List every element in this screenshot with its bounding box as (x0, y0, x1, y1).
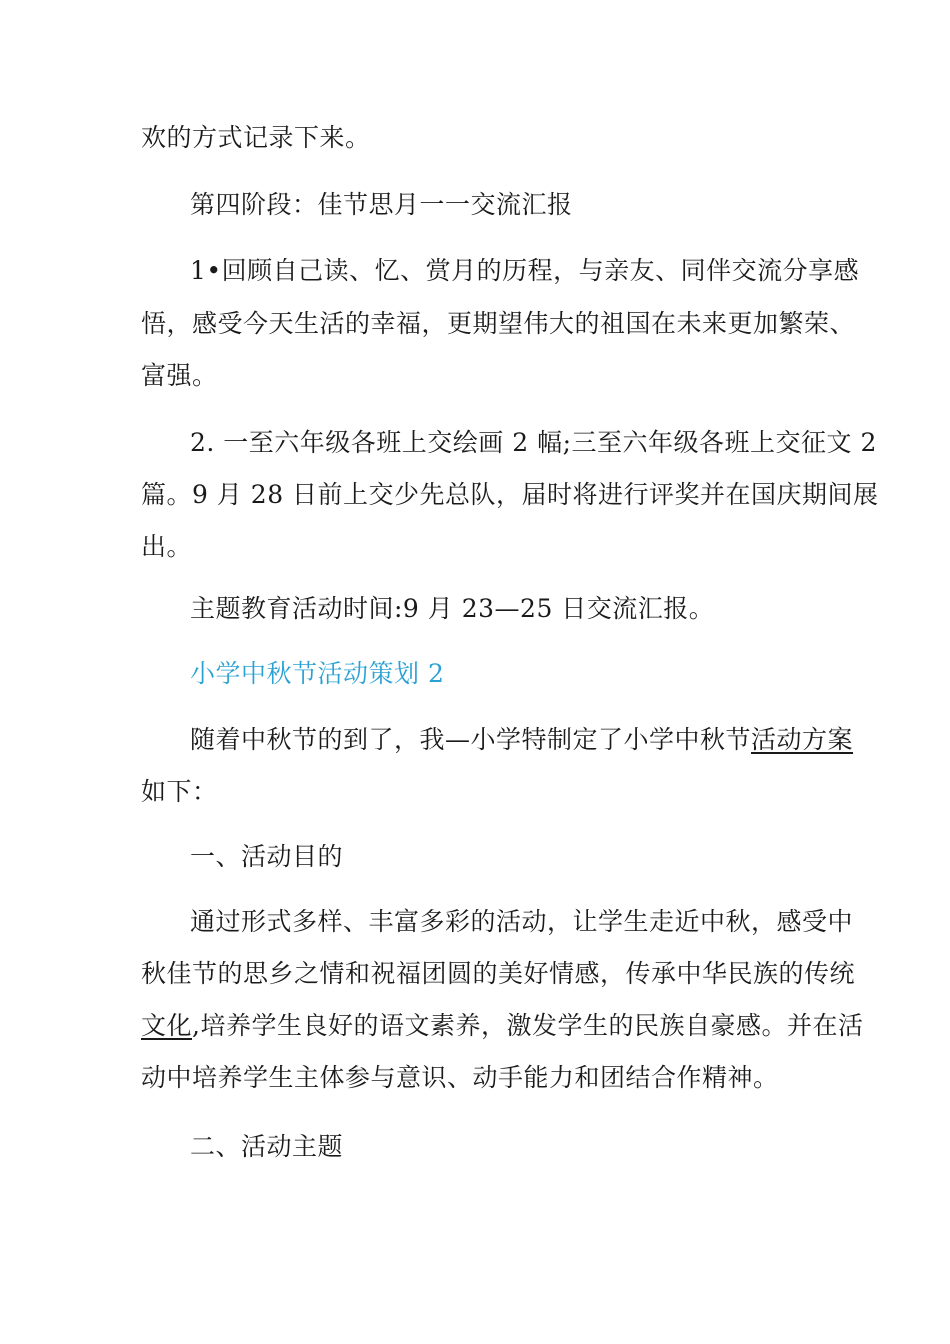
text-line: 秋佳节的思乡之情和祝福团圆的美好情感，传承中华民族的传统 (141, 959, 856, 988)
culture-link[interactable]: 文化 (141, 1011, 193, 1040)
article-title: 小学中秋节活动策划 2 (190, 659, 445, 688)
activity-plan-link[interactable]: 活动方案 (751, 725, 854, 754)
text-line: 主题教育活动时间:9 月 23—25 日交流汇报。 (190, 594, 715, 623)
text-segment: ,培养学生良好的语文素养，激发学生的民族自豪感。并在活 (192, 1011, 864, 1040)
text-segment: 随着中秋节的到了，我—小学特制定了小学中秋节 (190, 725, 752, 754)
text-line: 如下： (141, 777, 218, 806)
text-line: 出。 (141, 532, 193, 561)
text-line (141, 1011, 863, 1041)
text-line: 欢的方式记录下来。 (141, 123, 371, 152)
section-heading-stage-four: 第四阶段：佳节思月一一交流汇报 (190, 190, 573, 219)
text-line: 动中培养学生主体参与意识、动手能力和团结合作精神。 (141, 1063, 779, 1092)
section-heading-theme: 二、活动主题 (190, 1132, 344, 1161)
text-line (190, 725, 853, 755)
text-line: 1•回顾自己读、忆、赏月的历程，与亲友、同伴交流分享感 (190, 256, 860, 285)
text-line: 通过形式多样、丰富多彩的活动，让学生走近中秋，感受中 (190, 907, 854, 936)
text-line: 悟，感受今天生活的幸福，更期望伟大的祖国在未来更加繁荣、 (141, 309, 856, 338)
section-heading-purpose: 一、活动目的 (190, 842, 344, 871)
text-line: 2. 一至六年级各班上交绘画 2 幅;三至六年级各班上交征文 2 (190, 428, 877, 457)
text-line: 富强。 (141, 361, 218, 390)
text-line: 篇。9 月 28 日前上交少先总队，届时将进行评奖并在国庆期间展 (141, 480, 879, 509)
